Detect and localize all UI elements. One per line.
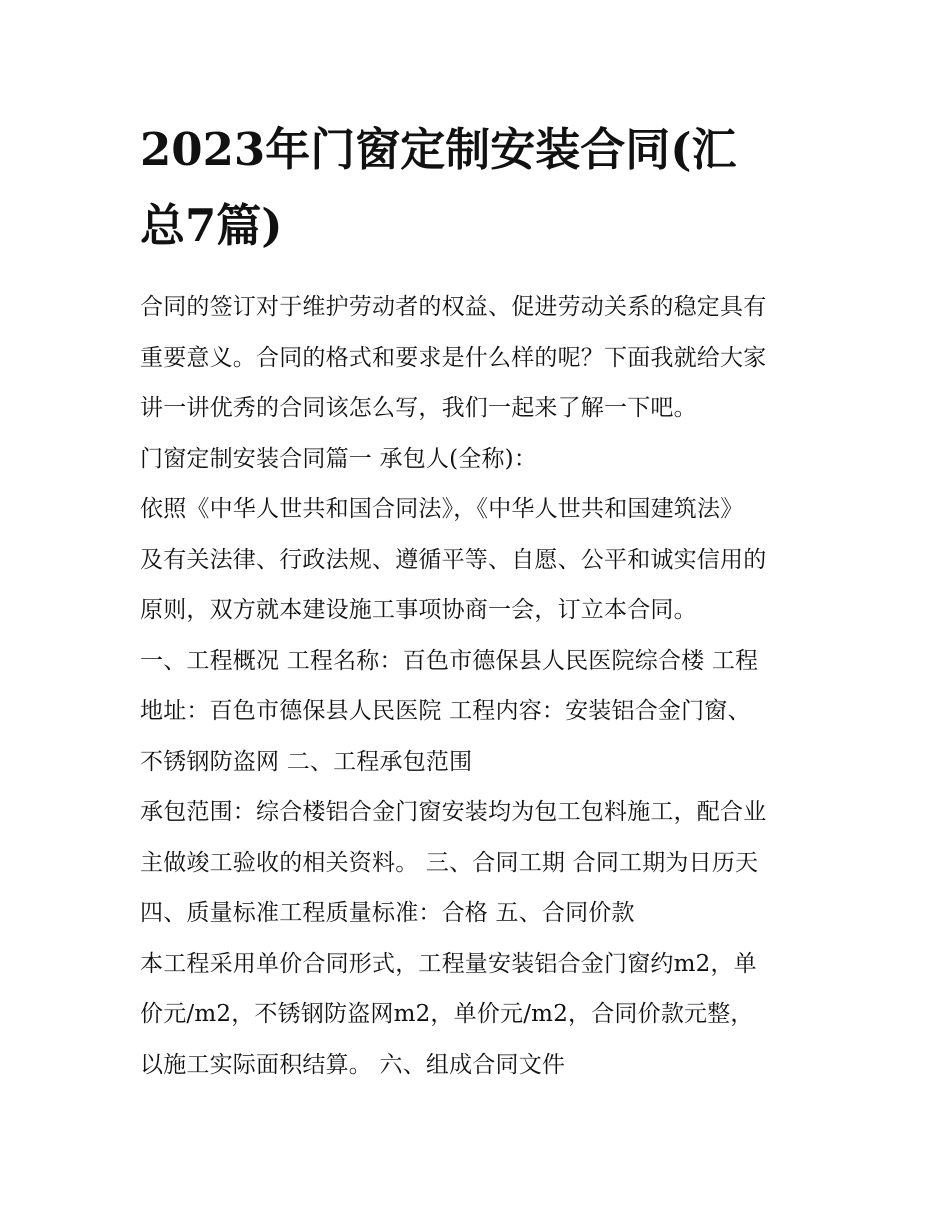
text-line: 四、质量标准工程质量标准：合格 五、合同价款 xyxy=(140,900,635,926)
document-page xyxy=(140,112,820,1090)
text-line: 及有关法律、行政法规、遵循平等、自愿、公平和诚实信用的 xyxy=(140,546,767,573)
text-line: 合同的签订对于维护劳动者的权益、促进劳动关系的稳定具有 xyxy=(140,294,767,320)
document-body xyxy=(140,282,820,1090)
text-line: 讲一讲优秀的合同该怎么写，我们一起来了解一下吧。 xyxy=(140,395,697,421)
text-line: 不锈钢防盗网 二、工程承包范围 xyxy=(140,748,473,775)
text-line: 主做竣工验收的相关资料。 三、合同工期 合同工期为日历天 xyxy=(140,849,759,876)
text-line: 以施工实际面积结算。 六、组成合同文件 xyxy=(140,1051,566,1078)
text-line: 价元/m2，不锈钢防盗网m2，单价元/m2，合同价款元整， xyxy=(140,1001,754,1027)
text-line: 原则，双方就本建设施工事项协商一会，订立本合同。 xyxy=(140,597,697,623)
text-line: 一、工程概况 工程名称：百色市德保县人民医院综合楼 工程 xyxy=(140,647,759,674)
text-line: 依照《中华人世共和国合同法》，《中华人世共和国建筑法》 xyxy=(140,496,744,522)
text-line: 地址：百色市德保县人民医院 工程内容：安装铝合金门窗、 xyxy=(140,698,751,724)
text-line: 本工程采用单价合同形式，工程量安装铝合金门窗约m2，单 xyxy=(140,950,757,977)
text-line: 承包范围：综合楼铝合金门窗安装均为包工包料施工，配合业 xyxy=(140,799,767,825)
text-line: 门窗定制安装合同篇一 承包人(全称)： xyxy=(140,445,538,472)
document-title: 2023年门窗定制安装合同(汇总7篇) xyxy=(140,123,737,252)
text-line: 重要意义。合同的格式和要求是什么样的呢？下面我就给大家 xyxy=(140,344,767,371)
